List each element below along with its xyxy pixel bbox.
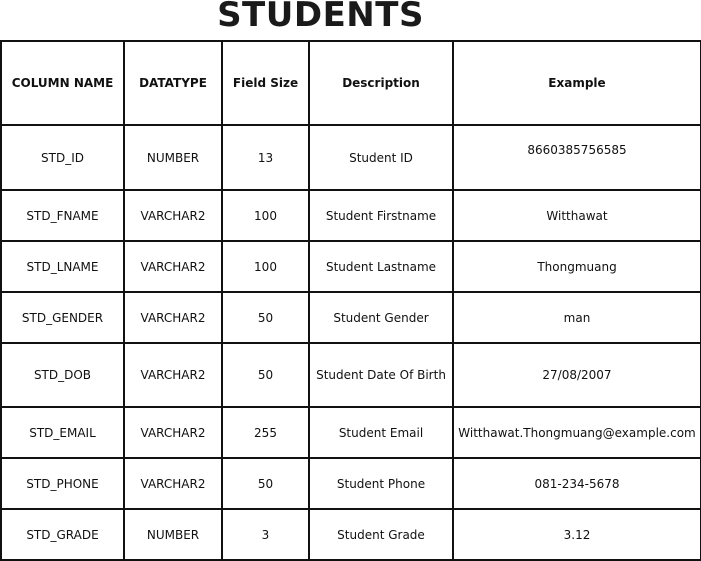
cell-description: Student Email <box>309 407 453 458</box>
table-header-row <box>1 41 701 125</box>
cell-field-size: 50 <box>222 343 309 407</box>
table-row <box>1 343 701 407</box>
cell-description: Student Date Of Birth <box>309 343 453 407</box>
table-row <box>1 190 701 241</box>
cell-example: 081-234-5678 <box>453 458 701 509</box>
header-example: Example <box>453 41 701 125</box>
header-datatype: DATATYPE <box>124 41 222 125</box>
cell-example: 8660385756585 <box>453 125 701 190</box>
table-row <box>1 407 701 458</box>
page-title: STUDENTS <box>217 0 424 35</box>
cell-field-size: 100 <box>222 190 309 241</box>
cell-field-size: 3 <box>222 509 309 560</box>
cell-description: Student ID <box>309 125 453 190</box>
cell-example: Witthawat <box>453 190 701 241</box>
table-row <box>1 125 701 190</box>
cell-description: Student Lastname <box>309 241 453 292</box>
cell-description: Student Firstname <box>309 190 453 241</box>
cell-column-name: STD_FNAME <box>1 190 124 241</box>
cell-example: Witthawat.Thongmuang@example.com <box>453 407 701 458</box>
cell-column-name: STD_PHONE <box>1 458 124 509</box>
cell-example: 3.12 <box>453 509 701 560</box>
cell-datatype: VARCHAR2 <box>124 458 222 509</box>
header-field-size: Field Size <box>222 41 309 125</box>
cell-column-name: STD_GRADE <box>1 509 124 560</box>
cell-datatype: VARCHAR2 <box>124 190 222 241</box>
cell-datatype: NUMBER <box>124 509 222 560</box>
cell-datatype: VARCHAR2 <box>124 343 222 407</box>
table-row <box>1 458 701 509</box>
header-column-name: COLUMN NAME <box>1 41 124 125</box>
header-description: Description <box>309 41 453 125</box>
cell-example: Thongmuang <box>453 241 701 292</box>
cell-datatype: VARCHAR2 <box>124 241 222 292</box>
cell-field-size: 100 <box>222 241 309 292</box>
table-row <box>1 241 701 292</box>
cell-example: man <box>453 292 701 343</box>
cell-column-name: STD_EMAIL <box>1 407 124 458</box>
cell-datatype: VARCHAR2 <box>124 407 222 458</box>
table-row <box>1 509 701 560</box>
cell-example: 27/08/2007 <box>453 343 701 407</box>
cell-field-size: 50 <box>222 292 309 343</box>
cell-description: Student Grade <box>309 509 453 560</box>
cell-column-name: STD_ID <box>1 125 124 190</box>
cell-field-size: 255 <box>222 407 309 458</box>
cell-description: Student Gender <box>309 292 453 343</box>
cell-description: Student Phone <box>309 458 453 509</box>
cell-column-name: STD_LNAME <box>1 241 124 292</box>
cell-datatype: NUMBER <box>124 125 222 190</box>
students-table <box>0 40 701 561</box>
cell-datatype: VARCHAR2 <box>124 292 222 343</box>
cell-column-name: STD_GENDER <box>1 292 124 343</box>
cell-column-name: STD_DOB <box>1 343 124 407</box>
cell-field-size: 50 <box>222 458 309 509</box>
table-row <box>1 292 701 343</box>
cell-field-size: 13 <box>222 125 309 190</box>
